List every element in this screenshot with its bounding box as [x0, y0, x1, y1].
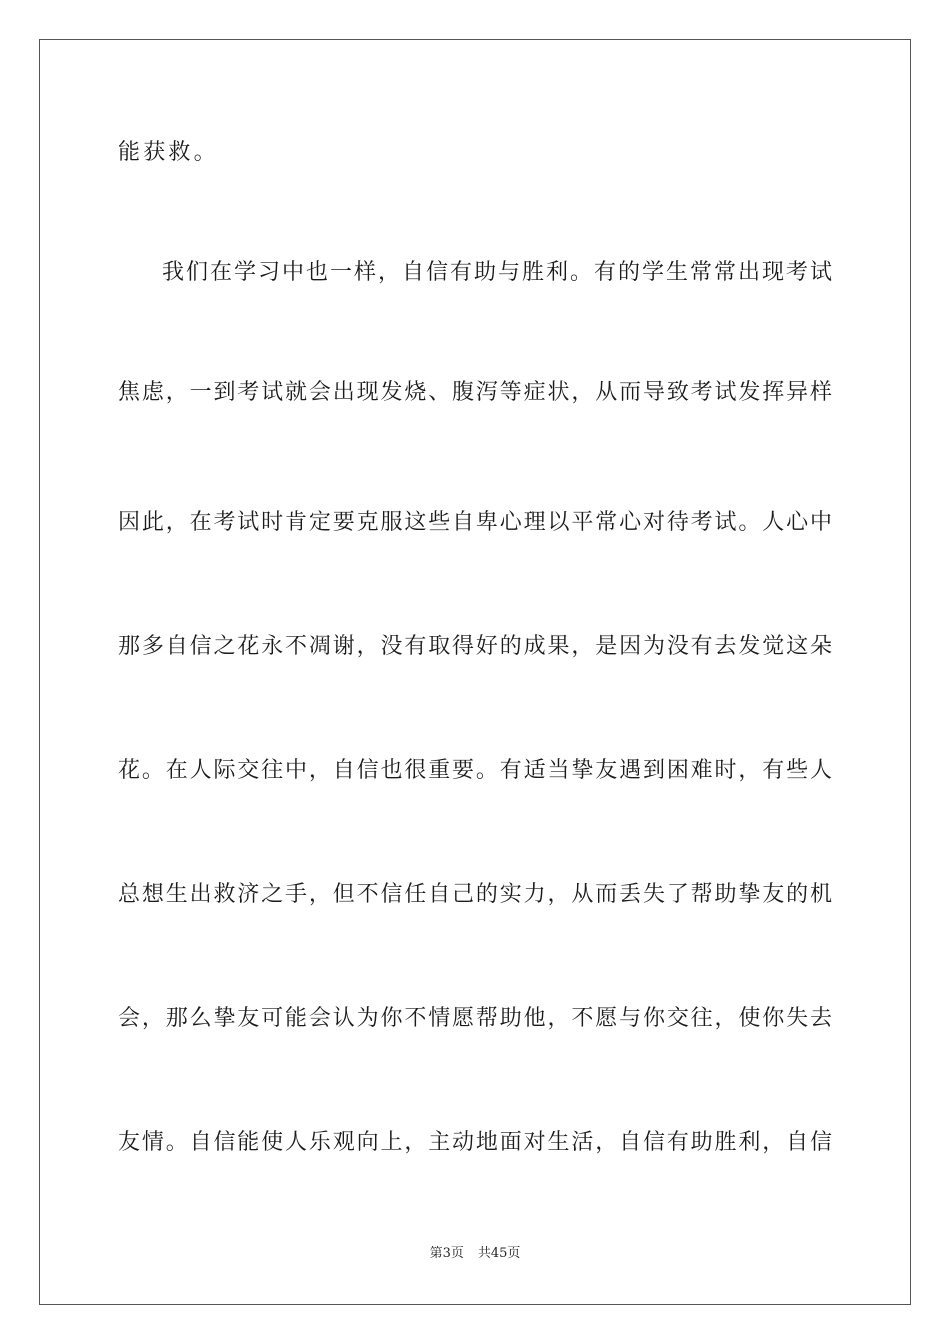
text-line-1: 能获救。	[118, 140, 219, 165]
text-line-4: 因此，在考试时肯定要克服这些自卑心理以平常心对待考试。人心中	[118, 510, 832, 535]
page-total: 共45页	[477, 1246, 521, 1261]
text-line-7: 总想生出救济之手，但不信任自己的实力，从而丢失了帮助挚友的机	[118, 882, 832, 907]
text-line-9: 友情。自信能使人乐观向上，主动地面对生活，自信有助胜利，自信	[118, 1130, 832, 1155]
text-line-6: 花。在人际交往中，自信也很重要。有适当挚友遇到困难时，有些人	[118, 758, 832, 783]
text-line-5: 那多自信之花永不凋谢，没有取得好的成果，是因为没有去发觉这朵	[118, 634, 832, 659]
text-line-2: 我们在学习中也一样，自信有助与胜利。有的学生常常出现考试	[162, 260, 832, 285]
text-line-8: 会，那么挚友可能会认为你不情愿帮助他，不愿与你交往，使你失去	[118, 1006, 832, 1031]
page-number: 第3页	[429, 1246, 464, 1261]
page-border	[39, 39, 911, 1305]
text-line-3: 焦虑，一到考试就会出现发烧、腹泻等症状，从而导致考试发挥异样	[118, 380, 832, 405]
page-footer	[0, 1245, 950, 1263]
